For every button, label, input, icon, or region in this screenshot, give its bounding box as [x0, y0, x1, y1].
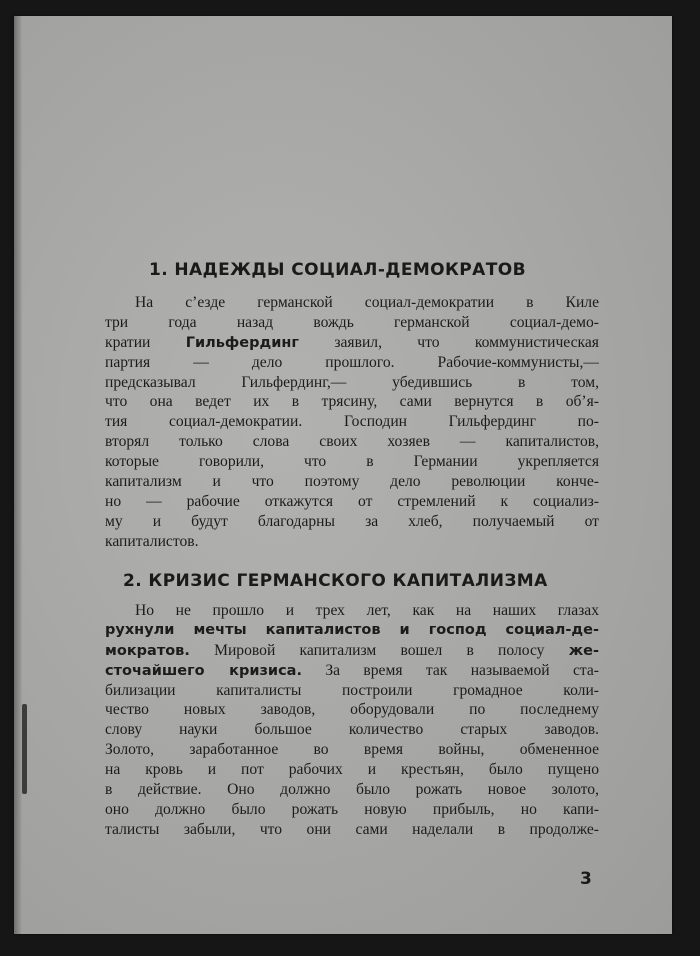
text-line: чество новых заводов, оборудовали по последнему: [105, 701, 599, 719]
text-fragment: кратии: [105, 333, 151, 351]
page-gutter: [14, 16, 22, 934]
text-line: [105, 641, 599, 661]
binding-staple: [22, 704, 27, 794]
text-line: слову науки большое количество старых заводов.: [105, 721, 599, 739]
text-line: которые говорили, что в Германии укрепляется: [105, 453, 599, 471]
text-line: оно должно было рожать новую прибыль, но капи-: [105, 800, 599, 818]
text-line: капитализм и что поэтому дело революции конче-: [105, 473, 599, 491]
section-2-body: [105, 601, 599, 840]
text-line: предсказывал Гильфердинг,— убедившись в том,: [105, 373, 599, 391]
text-fragment: заявил, что коммунистическая: [334, 333, 599, 351]
text-fragment: За время так называемой ста-: [325, 661, 599, 679]
text-line: что она ведет их в трясину, сами вернутся в об’я-: [105, 393, 599, 411]
text-line: Золото, заработанное во время войны, обмененное: [105, 741, 599, 759]
text-line: На с’езде германской социал-демократии в Киле: [135, 294, 599, 311]
section-2-heading: 2. КРИЗИС ГЕРМАНСКОГО КАПИТАЛИЗМА: [123, 571, 548, 591]
text-fragment: Мировой капитализм вошел в полосу: [214, 641, 545, 659]
text-line: партия — дело прошлого. Рабочие-коммунисты,—: [105, 353, 599, 371]
emphasis-text: сточайшего кризиса.: [105, 662, 302, 679]
section-1-body: [105, 293, 599, 552]
text-line: билизации капиталисты построили громадное коли-: [105, 681, 599, 699]
text-line: капиталистов.: [105, 532, 199, 550]
emphasis-name: Гильфердинг: [185, 334, 299, 351]
page-number: 3: [580, 869, 592, 889]
text-line: [105, 333, 599, 353]
text-line: в действие. Оно должно было рожать новое золото,: [105, 781, 599, 799]
text-line: талисты забыли, что они сами наделали в продолже-: [105, 820, 599, 838]
text-line: вторял только слова своих хозяев — капиталистов,: [105, 433, 599, 451]
book-page: [14, 16, 672, 934]
text-line: но — рабочие откажутся от стремлений к социализ-: [105, 492, 599, 510]
text-line: на кровь и пот рабочих и крестьян, было пущено: [105, 761, 599, 779]
text-line: [105, 661, 599, 681]
section-1-heading: 1. НАДЕЖДЫ СОЦИАЛ-ДЕМОКРАТОВ: [149, 260, 526, 280]
text-line: му и будут благодарны за хлеб, получаемый от: [105, 512, 599, 530]
emphasis-text: мократов.: [105, 642, 190, 659]
text-line: Но не прошло и трех лет, как на наших глазах: [135, 602, 599, 619]
text-line: рухнули мечты капиталистов и господ социал-де-: [105, 621, 599, 638]
text-line: тия социал-демократии. Господин Гильфердинг по-: [105, 413, 599, 431]
emphasis-text: же-: [568, 642, 599, 659]
text-line: три года назад вождь германской социал-демо-: [105, 313, 599, 331]
